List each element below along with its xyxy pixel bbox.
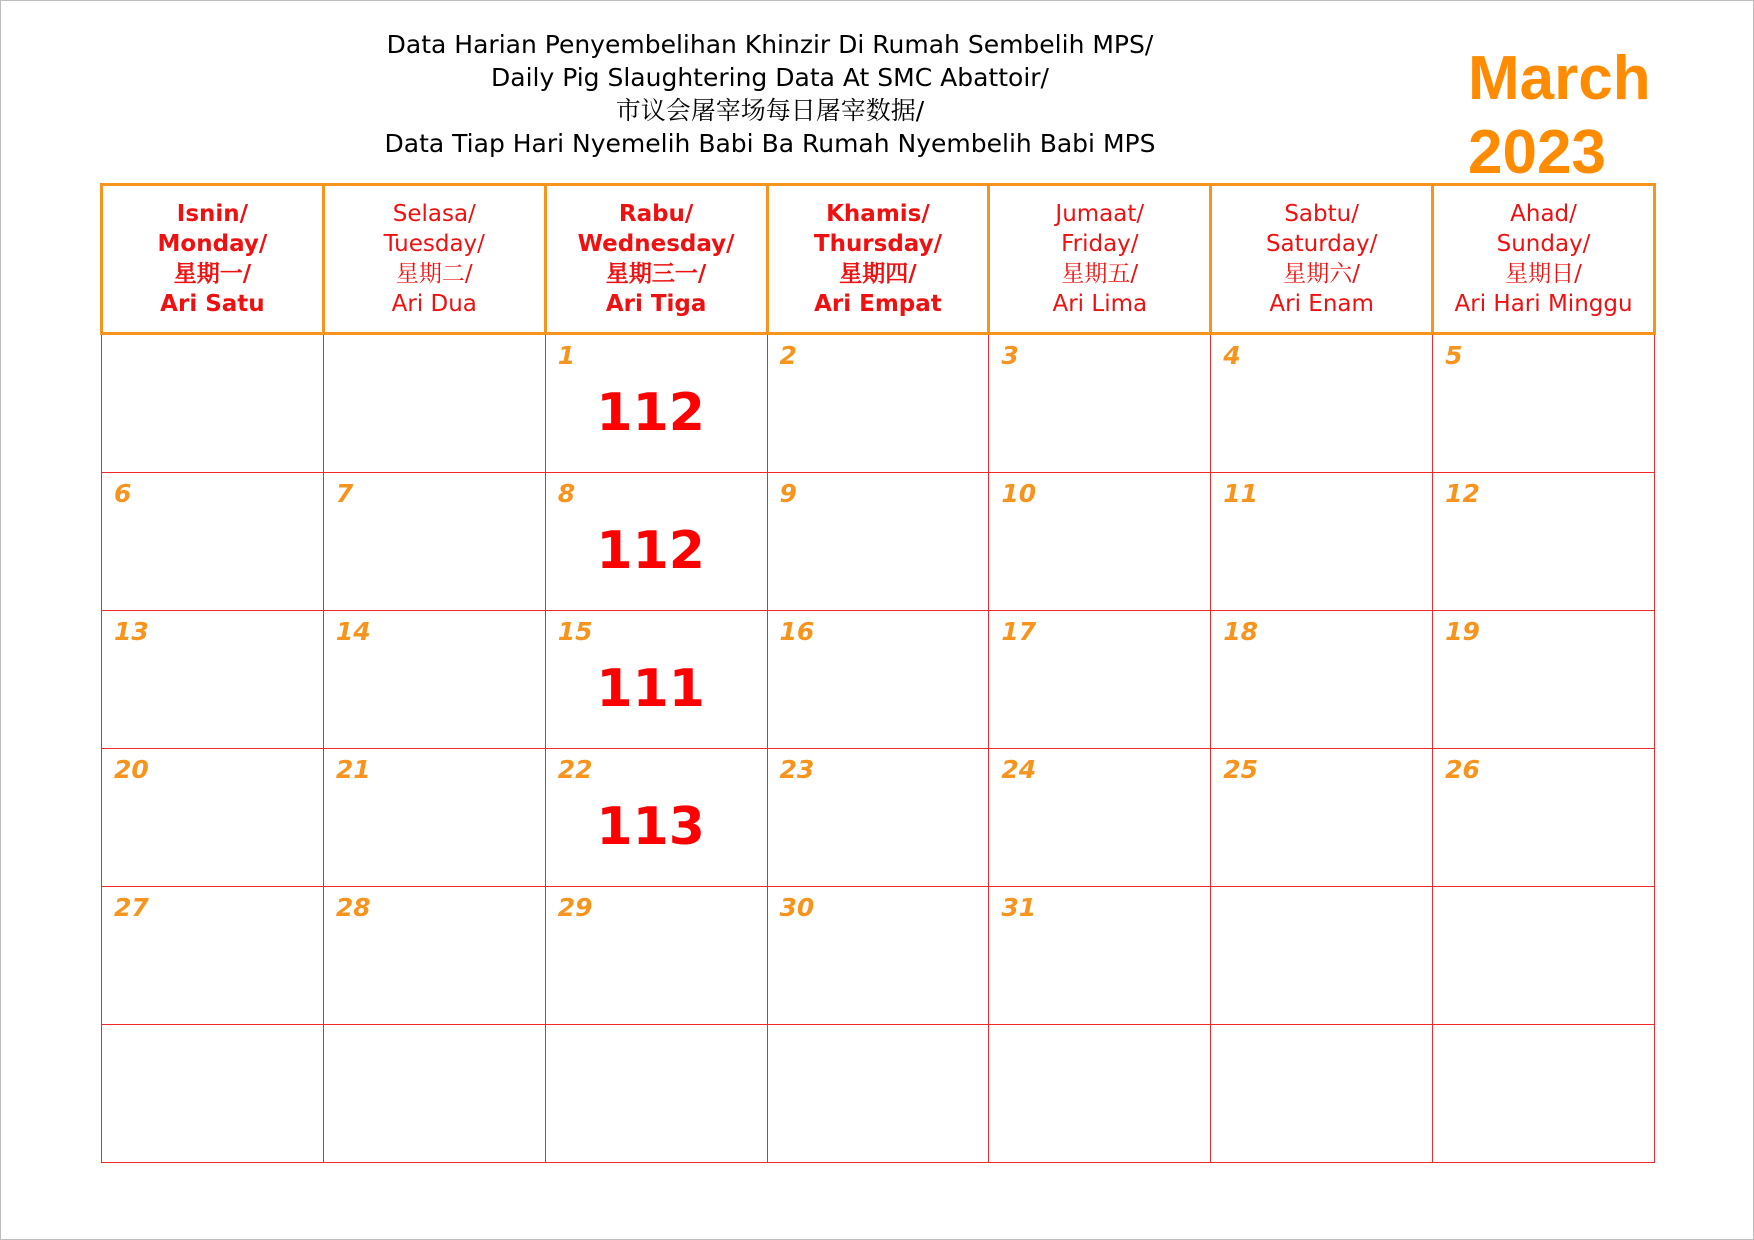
day-cell: [767, 749, 989, 887]
weekday-iban: Ari Empat: [814, 291, 942, 317]
day-number: 10: [1001, 479, 1037, 508]
title-line-chinese: 市议会屠宰场每日屠宰数据/: [615, 96, 925, 125]
day-cell: [545, 334, 767, 473]
day-cell: [767, 334, 989, 473]
day-number: 4: [1223, 341, 1241, 370]
day-number: 29: [557, 893, 593, 922]
day-number: 27: [114, 893, 149, 922]
weekday-english: Saturday/: [1265, 231, 1378, 257]
slaughter-count: 113: [596, 797, 705, 857]
day-number: 9: [779, 479, 797, 508]
slaughter-count: 112: [596, 383, 705, 443]
weekday-header-row: [102, 185, 1655, 334]
day-number: 12: [1445, 479, 1480, 508]
day-cell: [102, 611, 324, 749]
day-cell: [545, 473, 767, 611]
day-cell: [989, 887, 1211, 1025]
day-cell: [767, 1025, 989, 1163]
weekday-header: [1211, 185, 1433, 334]
weekday-iban: Ari Lima: [1052, 291, 1148, 317]
weekday-english: Sunday/: [1496, 231, 1591, 257]
day-cell: [1211, 887, 1433, 1025]
day-cell: [323, 334, 545, 473]
week-row: [102, 749, 1655, 887]
weekday-header: [102, 185, 324, 334]
day-number: 13: [114, 617, 149, 646]
document-title: [330, 28, 1210, 160]
week-row: [102, 887, 1655, 1025]
weekday-malay: Ahad/: [1510, 201, 1577, 227]
weekday-malay: Rabu/: [618, 201, 694, 227]
day-number: 1: [557, 341, 576, 370]
day-number: 21: [335, 755, 371, 784]
day-number: 14: [335, 617, 371, 646]
day-number: 18: [1223, 617, 1259, 646]
day-number: 31: [1001, 893, 1037, 922]
day-cell: [545, 611, 767, 749]
day-number: 15: [557, 617, 593, 646]
day-number: 16: [779, 617, 815, 646]
day-number: 20: [114, 755, 149, 784]
day-number: 26: [1445, 755, 1480, 784]
weekday-iban: Ari Satu: [160, 291, 265, 317]
month-label: March: [1468, 44, 1651, 113]
weekday-chinese: 星期四/: [839, 261, 917, 287]
day-number: 28: [335, 893, 371, 922]
day-cell: [767, 887, 989, 1025]
day-cell: [102, 887, 324, 1025]
weekday-malay: Jumaat/: [1055, 201, 1145, 227]
weekday-english: Friday/: [1061, 231, 1139, 257]
day-cell: [1433, 887, 1655, 1025]
weekday-header: [767, 185, 989, 334]
weekday-english: Wednesday/: [577, 231, 735, 257]
day-cell: [1211, 1025, 1433, 1163]
day-number: 19: [1445, 617, 1480, 646]
day-cell: [1211, 334, 1433, 473]
day-cell: [767, 611, 989, 749]
day-cell: [545, 749, 767, 887]
day-cell: [102, 473, 324, 611]
day-number: 8: [557, 479, 576, 508]
weekday-malay: Selasa/: [392, 201, 476, 227]
day-cell: [989, 1025, 1211, 1163]
day-number: 3: [1001, 341, 1019, 370]
day-cell: [102, 334, 324, 473]
day-cell: [545, 887, 767, 1025]
weekday-chinese: 星期日/: [1505, 261, 1582, 287]
day-number: 6: [114, 479, 132, 508]
weekday-malay: Khamis/: [826, 201, 930, 227]
day-number: 11: [1223, 479, 1259, 508]
day-cell: [323, 887, 545, 1025]
weekday-chinese: 星期一/: [173, 261, 252, 287]
day-cell: [989, 749, 1211, 887]
title-line-malay: Data Harian Penyembelihan Khinzir Di Rumah Sembelih MPS/: [386, 30, 1154, 59]
day-cell: [323, 611, 545, 749]
day-number: 2: [779, 341, 797, 370]
day-cell: [767, 473, 989, 611]
day-cell: [102, 1025, 324, 1163]
day-cell: [323, 1025, 545, 1163]
day-cell: [989, 473, 1211, 611]
weekday-header: [323, 185, 545, 334]
slaughter-count: 111: [596, 659, 705, 719]
day-number: 24: [1001, 755, 1037, 784]
day-cell: [989, 334, 1211, 473]
day-cell: [1211, 749, 1433, 887]
weekday-malay: Sabtu/: [1284, 201, 1359, 227]
weekday-english: Tuesday/: [383, 231, 485, 257]
day-cell: [323, 749, 545, 887]
week-row: [102, 334, 1655, 473]
weekday-iban: Ari Dua: [391, 291, 477, 317]
weekday-header: [545, 185, 767, 334]
weekday-malay: Isnin/: [176, 201, 249, 227]
weekday-iban: Ari Hari Minggu: [1454, 291, 1633, 317]
day-number: 30: [779, 893, 815, 922]
day-cell: [1433, 611, 1655, 749]
day-cell: [989, 611, 1211, 749]
weekday-english: Thursday/: [813, 231, 943, 257]
weekday-chinese: 星期二/: [395, 261, 473, 287]
day-cell: [1433, 1025, 1655, 1163]
day-number: 22: [557, 755, 593, 784]
slaughter-count: 112: [596, 521, 705, 581]
day-number: 5: [1445, 341, 1463, 370]
day-cell: [1211, 611, 1433, 749]
weekday-header: [1433, 185, 1655, 334]
day-number: 25: [1223, 755, 1259, 784]
weekday-chinese: 星期三一/: [605, 261, 707, 287]
title-line-english: Daily Pig Slaughtering Data At SMC Abattoir/: [491, 63, 1049, 92]
weekday-english: Monday/: [157, 231, 268, 257]
week-row: [102, 473, 1655, 611]
day-cell: [1433, 334, 1655, 473]
weekday-iban: Ari Tiga: [605, 291, 707, 317]
day-cell: [1433, 749, 1655, 887]
year-label: 2023: [1468, 118, 1606, 187]
week-row: [102, 1025, 1655, 1163]
day-cell: [545, 1025, 767, 1163]
calendar-grid: [100, 183, 1656, 1163]
day-number: 17: [1001, 617, 1037, 646]
weekday-iban: Ari Enam: [1269, 291, 1374, 317]
weekday-chinese: 星期五/: [1061, 261, 1139, 287]
title-line-iban: Data Tiap Hari Nyemelih Babi Ba Rumah Nyembelih Babi MPS: [384, 129, 1156, 158]
day-number: 23: [779, 755, 815, 784]
weekday-chinese: 星期六/: [1283, 261, 1361, 287]
day-number: 7: [335, 479, 354, 508]
day-cell: [1433, 473, 1655, 611]
day-cell: [1211, 473, 1433, 611]
day-cell: [323, 473, 545, 611]
week-row: [102, 611, 1655, 749]
weekday-header: [989, 185, 1211, 334]
month-year-heading: [1440, 42, 1700, 190]
day-cell: [102, 749, 324, 887]
